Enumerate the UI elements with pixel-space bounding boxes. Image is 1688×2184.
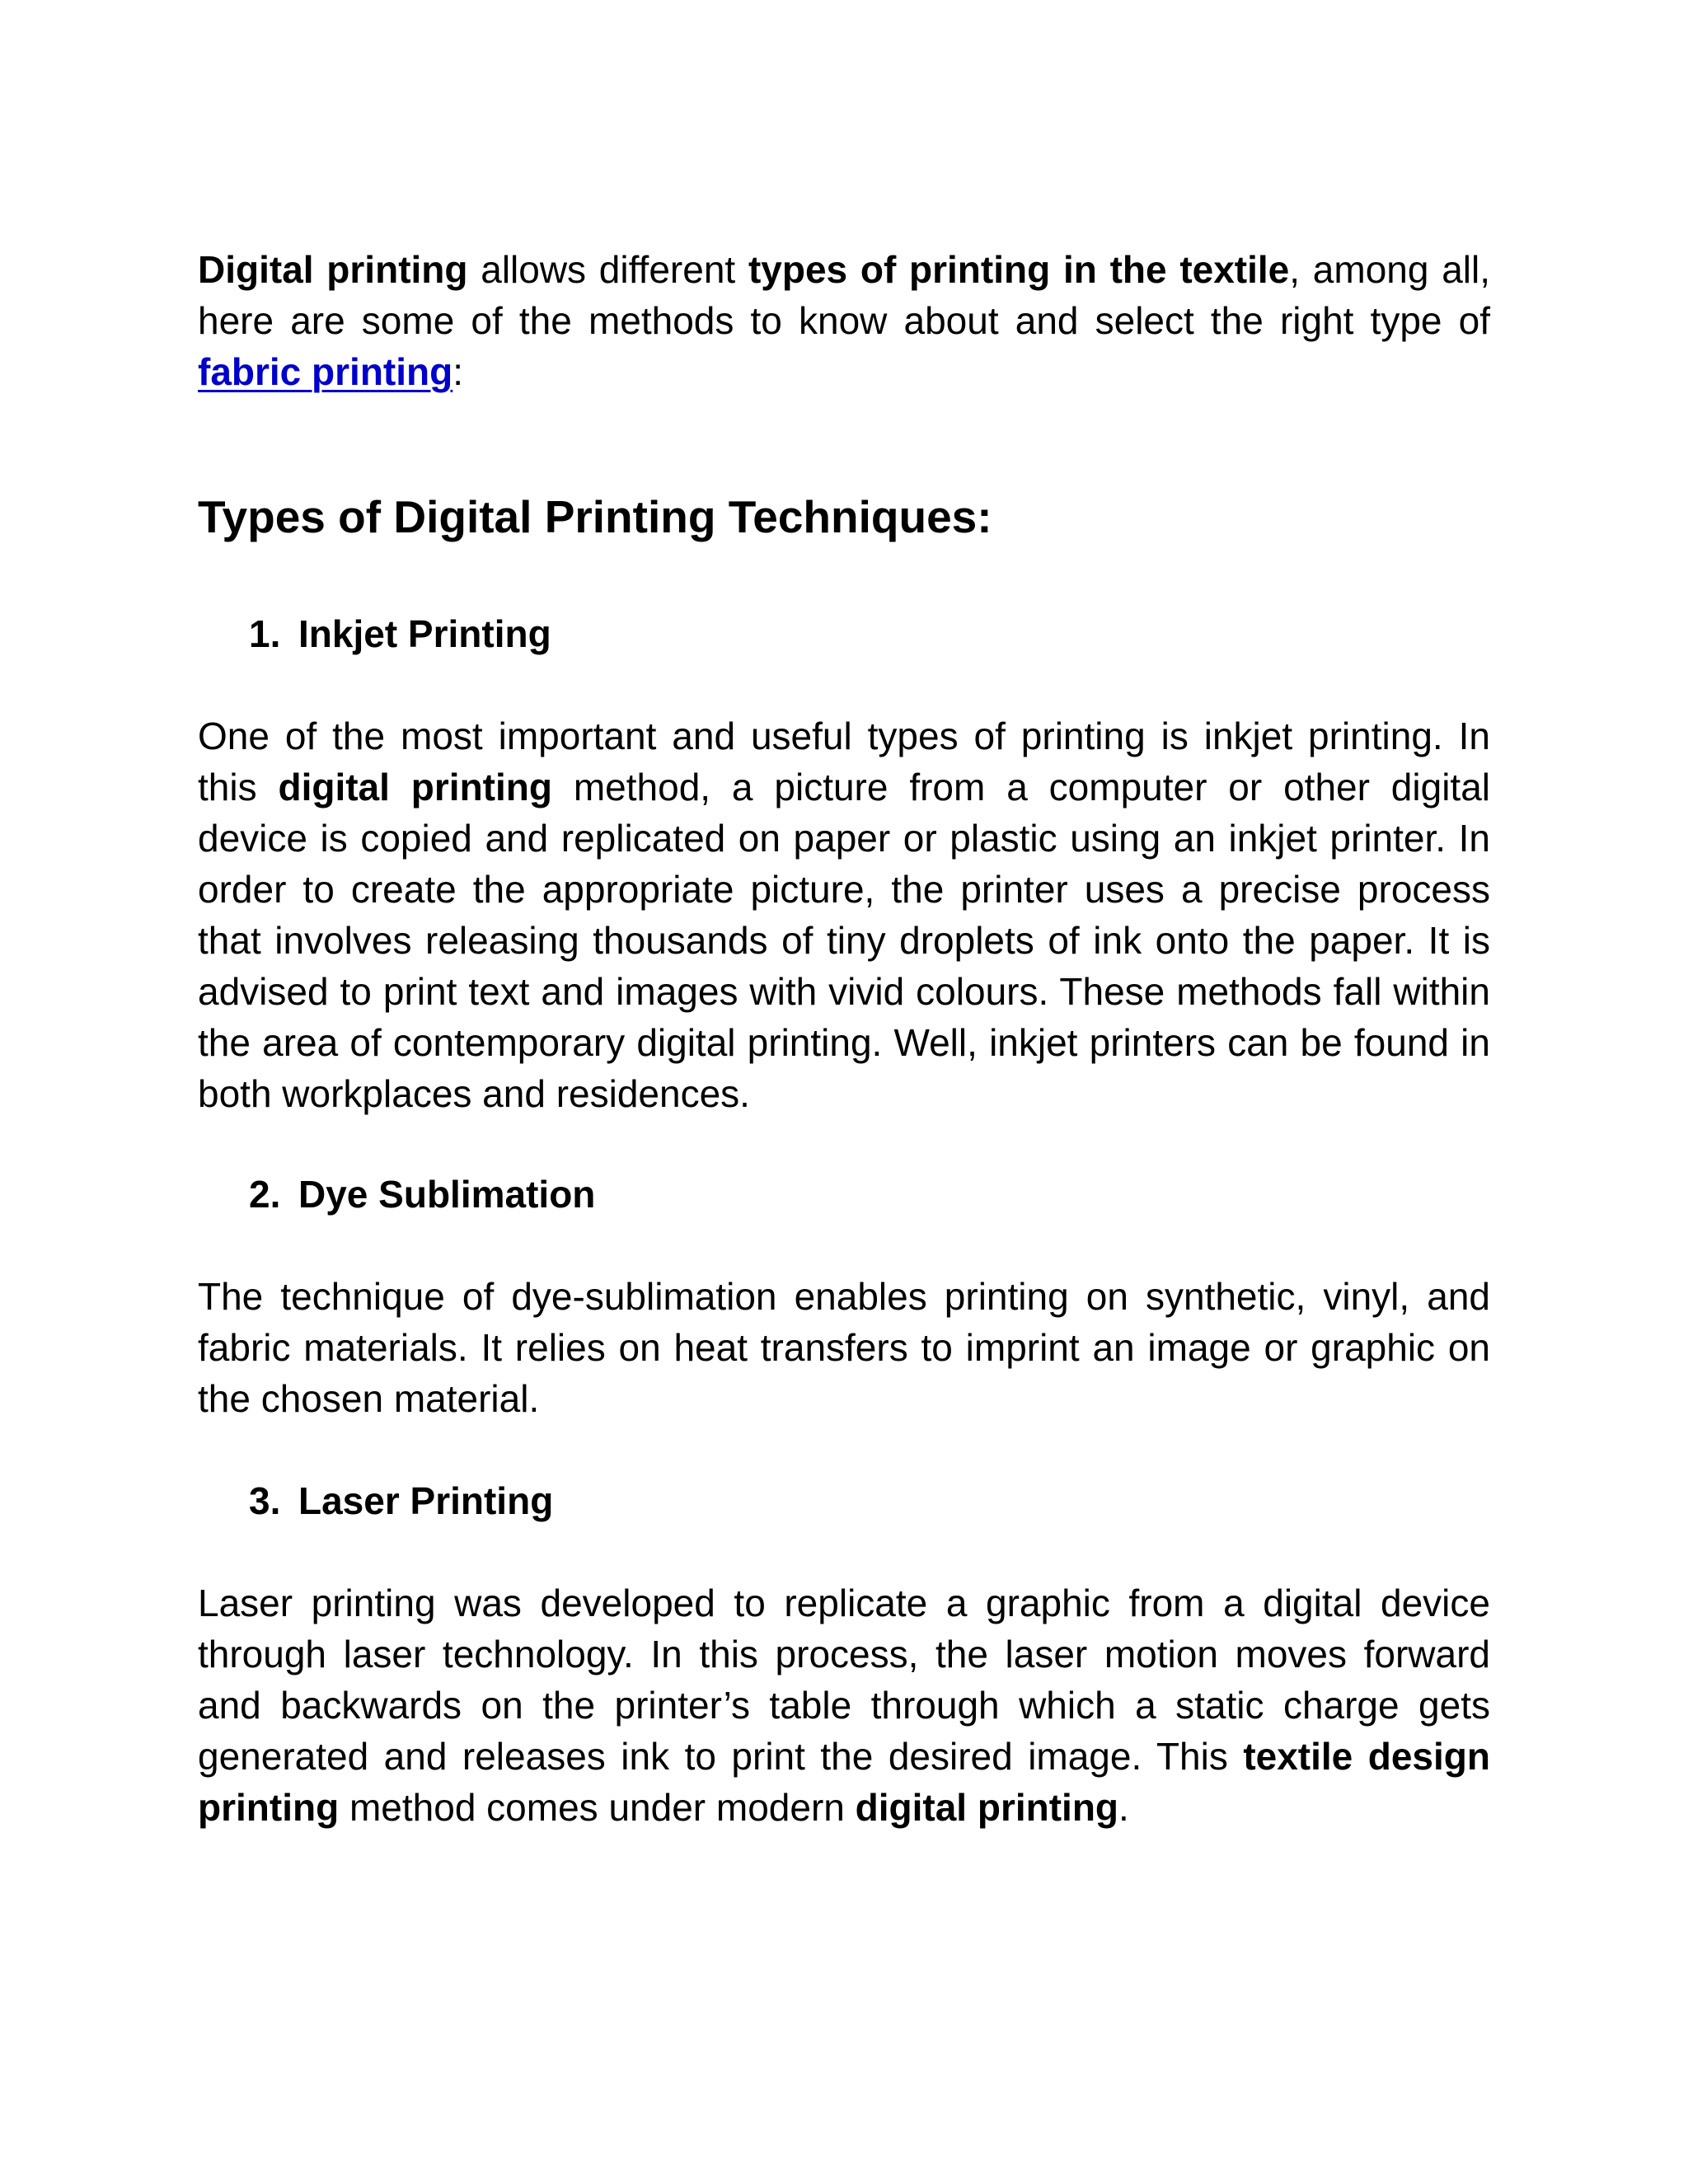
paragraph-text: The technique of dye-sublimation enables printing on synthetic, vinyl, and fabric materials. It relies on heat transfers to imprint an image or graphic on the chosen material. — [198, 1275, 1490, 1420]
item-heading-inkjet — [249, 608, 551, 659]
section-title: Types of Digital Printing Techniques: — [198, 491, 992, 542]
intro-bold-types: types of printing in the textile — [748, 248, 1290, 291]
paragraph-text: method, a picture from a computer or other digital device is copied and replicated on paper or plastic using an inkjet printer. In order to create the appropriate picture, the printer uses a precise process that involves releasing thousands of tiny droplets of ink onto the paper. It is advised to print text and images with vivid colours. These methods fall within the area of contemporary digital printing. Well, inkjet printers can be found in both workplaces and residences. — [198, 766, 1490, 1115]
item-number: 3. — [249, 1479, 281, 1522]
inkjet-paragraph — [198, 710, 1490, 1119]
paragraph-text: One of the most important and useful types of printing is inkjet printing. In this — [198, 715, 1490, 808]
item-number: 1. — [249, 612, 281, 655]
intro-bold-digital-printing: Digital printing — [198, 248, 468, 291]
dye-sublimation-paragraph — [198, 1271, 1490, 1424]
paragraph-bold: textile design printing — [198, 1735, 1490, 1829]
item-heading-dye-sublimation — [249, 1169, 595, 1220]
item-number: 2. — [249, 1173, 281, 1216]
item-title: Dye Sublimation — [298, 1173, 596, 1216]
laser-paragraph — [198, 1577, 1490, 1833]
paragraph-text: method comes under modern — [339, 1786, 856, 1829]
item-title: Inkjet Printing — [298, 612, 551, 655]
intro-text: allows different — [467, 248, 748, 291]
intro-paragraph — [198, 244, 1490, 397]
paragraph-text: Laser printing was developed to replicate a graphic from a digital device through laser technology. In this process, the laser motion moves forward and backwards on the printer’s table through which a static charge gets generated and releases ink to print the desired image. This — [198, 1582, 1490, 1778]
intro-text: , among all, here are some of the methods to know about and select the right type of — [198, 248, 1490, 342]
item-heading-laser — [249, 1475, 553, 1526]
fabric-printing-link[interactable]: fabric printing — [198, 350, 453, 393]
paragraph-bold: digital printing — [278, 766, 552, 808]
paragraph-text: . — [1118, 1786, 1129, 1829]
item-title: Laser Printing — [298, 1479, 554, 1522]
paragraph-bold: digital printing — [855, 1786, 1119, 1829]
intro-text: : — [452, 350, 464, 393]
